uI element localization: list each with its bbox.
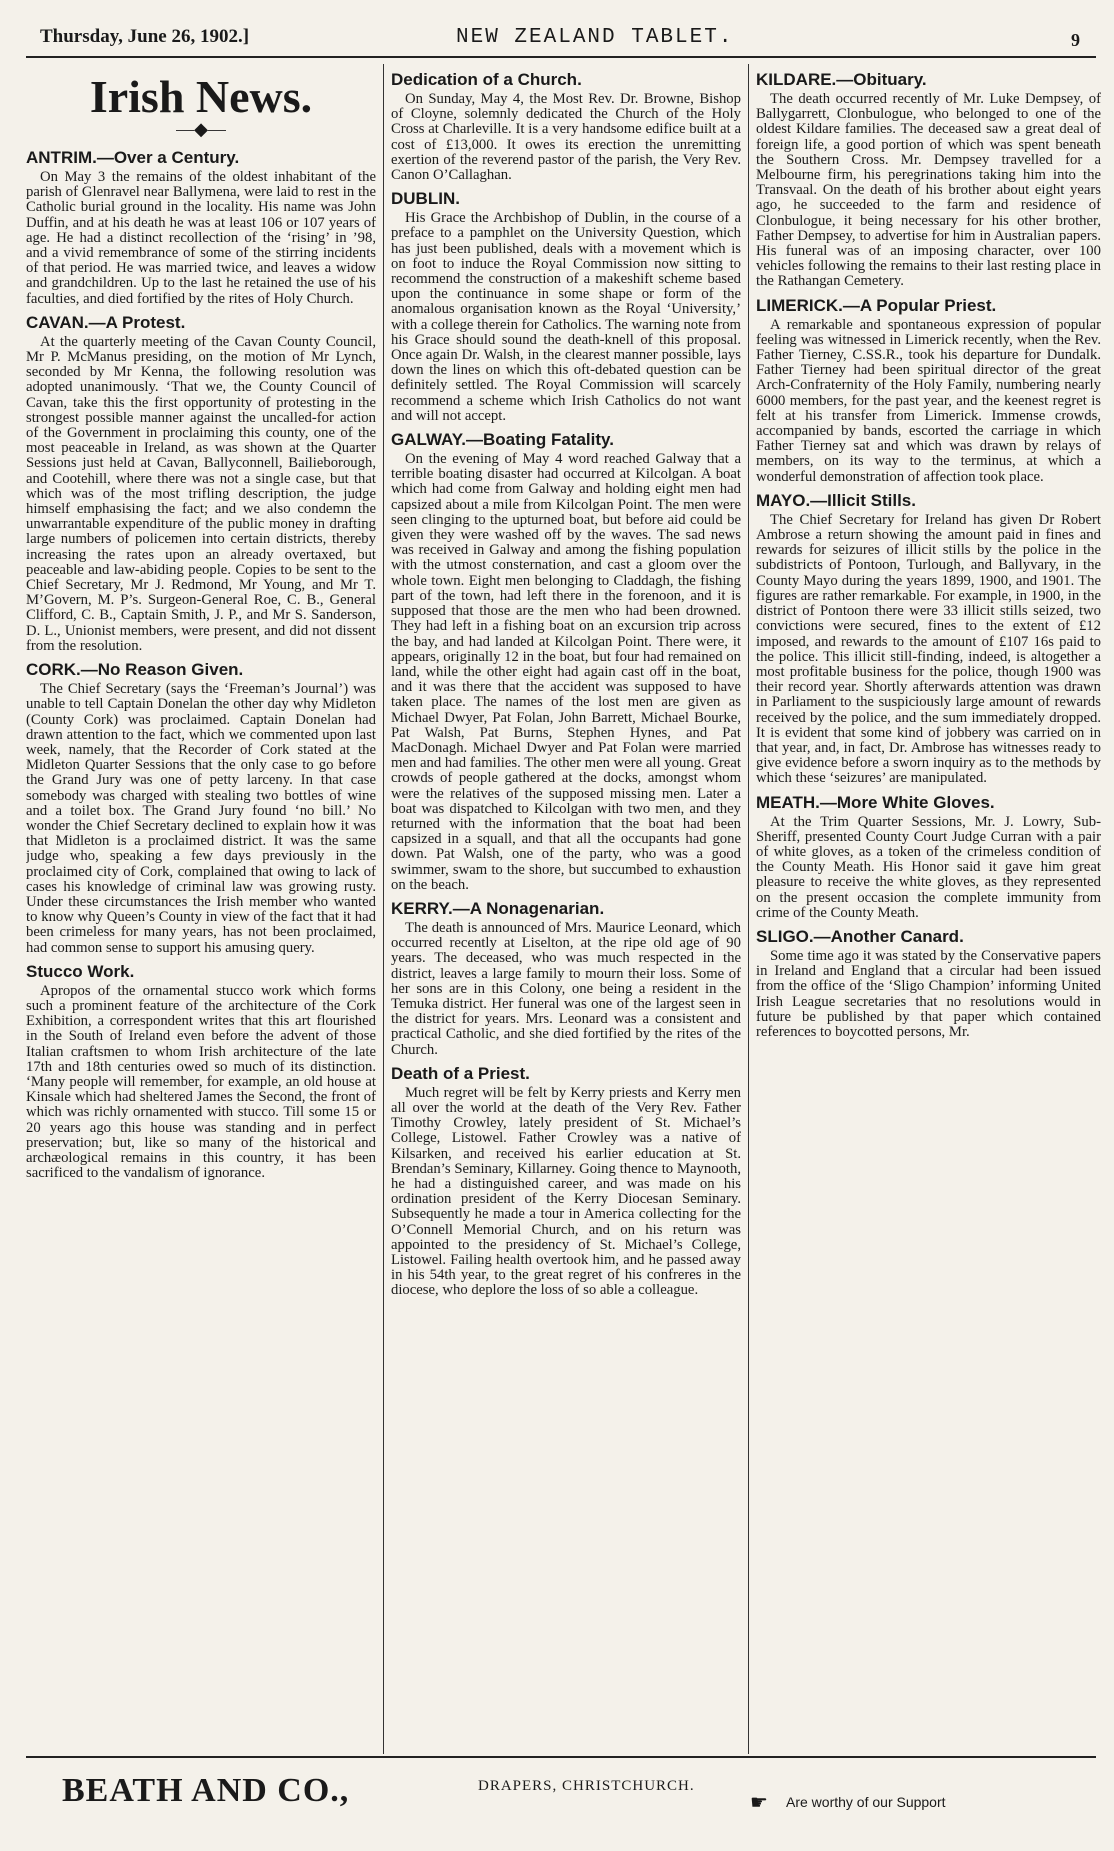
article-heading: LIMERICK.—A Popular Priest. <box>756 295 997 315</box>
article-columns <box>26 64 1101 1744</box>
article-text: The death occurred recently of Mr. Luke Dempsey, of Ballygarrett, Clonbulogue, who belonged to one of the oldest Kildare families. The deceased saw a great deal of foreign life, a good portion of which was spent beneath the Southern Cross. Mr. Dempsey travelled for a Melbourne firm, his peregrinations taking him into the Transvaal. On the death of his brother about eight years ago, he succeeded to the farm and residence of Clonbulogue, it being necessary for his other brother, Father Dempsey, to advertise for him in Australian papers. His funeral was of an imposing character, over 100 vehicles following the remains to their last resting place in the Rathangan Cemetery. <box>756 91 1101 290</box>
masthead <box>26 22 1096 58</box>
pointing-hand-icon: ☛ <box>750 1792 768 1814</box>
column-2 <box>391 64 741 1754</box>
advertiser-name: BEATH AND CO., <box>62 1772 350 1809</box>
article-heading: KERRY.—A Nonagenarian. <box>391 898 605 918</box>
column-3 <box>756 64 1101 1754</box>
article-text: The death is announced of Mrs. Maurice Leonard, which occurred recently at Liselton, at the ripe old age of 90 years. The deceased, who was much respected in the district, leaves a large family to mourn their loss. Some of her sons are in this Colony, one being a resident in the Temuka district. Her funeral was one of the largest seen in the district for years. Mrs. Leonard was a consistent and practical Catholic, and she died fortified by the rites of the Church. <box>391 919 741 1058</box>
article-heading: GALWAY.—Boating Fatality. <box>391 430 614 450</box>
article-text: Some time ago it was stated by the Conservative papers in Ireland and England that a circular had been issued from the office of the ‘Sligo Champion’ informing United Irish League secretaries that no resolutions would in future be published by that paper which contained references to boycotted persons, Mr. <box>756 947 1101 1040</box>
article-text: On Sunday, May 4, the Most Rev. Dr. Browne, Bishop of Cloyne, solemnly dedicated the Church of the Holy Cross at Charleville. It is a very handsome edifice built at a cost of £13,000. It owes its erection the unremitting exertion of the reverend pastor of the parish, the Very Rev. Canon O’Callaghan. <box>391 91 741 184</box>
article-heading: SLIGO.—Another Canard. <box>756 926 964 946</box>
article-text: At the Trim Quarter Sessions, Mr. J. Lowry, Sub-Sheriff, presented County Court Judge Curran with a pair of white gloves, as a token of the crimeless condition of the County Meath. His Honor said it gave him great pleasure to receive the white gloves, as they represented on the present occasion the complete immunity from crime of the County Meath. <box>756 813 1101 921</box>
article-text: Much regret will be felt by Kerry priests and Kerry men all over the world at the death of the Very Rev. Father Timothy Crowley, lately president of St. Michael’s College, Listowel. Father Crowley was a native of Kilsarken, and received his earlier education at St. Brendan’s Seminary, Killarney. Going thence to Maynooth, he had a distinguished career, and was made on his ordination president of the Kerry Diocesan Seminary. Subsequently he made a tour in America collecting for the O’Connell Memorial Church, and on his return was appointed to the presidency of St. Michael’s College, Listowel. Failing health overtook him, and he passed away in his 54th year, to the great regret of his confreres in the diocese, who deplore the loss of so able a colleague. <box>391 1084 741 1299</box>
article-heading: Death of a Priest. <box>391 1063 530 1083</box>
section-title: Irish News. <box>89 71 313 122</box>
article-heading: ANTRIM.—Over a Century. <box>26 148 240 167</box>
article-text: The Chief Secretary (says the ‘Freeman’s Journal’) was unable to tell Captain Donelan the other day why Midleton (County Cork) was proclaimed. Captain Donelan had drawn attention to the fact, which we commented upon last week, namely, that the Recorder of Cork stated at the Midleton Quarter Sessions that the only case to go before the Grand Jury was one of petty larceny. In that case somebody was charged with stealing two bottles of wine and a toilet box. The Grand Jury found ‘no bill.’ No wonder the Chief Secretary declined to explain how it was that Midleton is a proclaimed district. It was the same judge who, speaking a few days previously in the proclaimed city of Cork, complained that owing to lack of cases his knowledge of criminal law was growing rusty. Under these circumstances the Irish member who wanted to know why Queen’s County in view of the fact that it had been crimeless for many years, has not been proclaimed, had common sense to support his amusing query. <box>26 681 376 956</box>
article-text: At the quarterly meeting of the Cavan County Council, Mr P. McManus presiding, on the motion of Mr Lynch, seconded by Mr Kenna, the following resolution was adopted unanimously. ‘That we, the County Council of Cavan, take this the first opportunity of protesting in the strongest possible manner against the uncalled-for action of the Government in proclaiming this county, one of the most peaceable in Ireland, as was shown at the Quarter Sessions just held at Cavan, Ballyconnell, Bailieborough, and Cootehill, where there was not a single case, but that which was of the most trifling description, the judge himself emphasising the fact; and we also condemn the unwarrantable expenditure of the public money in drafting large numbers of policemen into certain districts, thereby increasing the rates upon an already overtaxed, but peaceable and law-abiding people. Copies to be sent to the Chief Secretary, Mr J. Redmond, Mr Young, and Mr T. M’Govern, M. P’s. Surgeon-General Roe, C. B., General Clifford, C. B., Captain Smith, J. P., and Mr S. Sanderson, D. L., Unionist members, were present, and did not dissent from the resolution. <box>26 333 376 654</box>
support-slogan: Are worthy of our Support <box>786 1794 946 1810</box>
column-divider <box>748 64 749 1754</box>
advertiser-subtitle: DRAPERS, CHRISTCHURCH. <box>478 1778 695 1794</box>
article-heading: MEATH.—More White Gloves. <box>756 792 995 812</box>
ornament-divider: —◆— <box>176 119 226 139</box>
article-text: His Grace the Archbishop of Dublin, in the course of a preface to a pamphlet on the University Question, which has just been published, deals with a movement which is on foot to induce the Royal Commission now sitting to recommend the construction of a makeshift scheme based upon the continuance in some shape or form of the anomalous organisation known as the Royal ‘University,’ with a college therein for Catholics. The warning note from his Grace should sound the death-knell of this proposal. Once again Dr. Walsh, in the clearest manner possible, lays down the lines on which this oft-debated question can be definitely settled. The Royal Commission will scarcely recommend a scheme which Irish Catholics do not want and will not accept. <box>391 210 741 424</box>
article-heading: KILDARE.—Obituary. <box>756 70 927 89</box>
advertisement-footer <box>26 1756 1096 1828</box>
paper-name: NEW ZEALAND TABLET. <box>456 26 734 49</box>
article-text: On May 3 the remains of the oldest inhabitant of the parish of Glenravel near Ballymena, were laid to rest in the Catholic burial ground in the locality. His name was John Duffin, and at his death he was at least 106 or 107 years of age. He had a distinct recollection of the ‘rising’ in ’98, and a vivid remembrance of some of the stirring incidents of that period. He was married twice, and leaves a widow and grandchildren. Up to the last he retained the use of his faculties, and died fortified by the rites of Holy Church. <box>26 169 376 307</box>
article-text: The Chief Secretary for Ireland has given Dr Robert Ambrose a return showing the amount paid in fines and rewards for seizures of illicit stills by the police in the subdistricts of Pontoon, Turlough, and Ballyvary, in the County Mayo during the years 1899, 1900, and 1901. The figures are rather remarkable. For example, in 1900, in the district of Pontoon there were 33 illicit stills seized, two convictions were secured, fines to the extent of £12 imposed, and rewards to the amount of £107 16s paid to the police. This illicit still-finding, indeed, is altogether a most profitable business for the police, though 1900 was their record year. Shortly afterwards attention was drawn in Parliament to the suspiciously large amount of rewards received by the police, and the sum immediately dropped. It is evident that some kind of jobbery was carried on in that year, and, in fact, Dr. Ambrose has witnesses ready to give evidence before a sworn inquiry as to the methods by which these ‘seizures’ are manipulated. <box>756 511 1101 787</box>
page-number: 9 <box>1071 30 1080 50</box>
issue-date: Thursday, June 26, 1902.] <box>40 26 250 47</box>
column-divider <box>383 64 384 1754</box>
article-heading: Stucco Work. <box>26 961 135 981</box>
article-heading: CORK.—No Reason Given. <box>26 660 244 680</box>
column-1 <box>26 64 376 1754</box>
article-text: On the evening of May 4 word reached Galway that a terrible boating disaster had occurred at Kilcolgan. A boat which had come from Galway and holding eight men had capsized about a mile from Kilcolgan Point. The men were seen clinging to the upturned boat, but before aid could be given they were washed off by the waves. The sad news was received in Galway and among the fishing population with the utmost consternation, and cast a gloom over the whole town. Eight men belonging to Claddagh, the fishing part of the town, had left there in the forenoon, and it is supposed that those are the men who had been drowned. They had left in a fishing boat on an excursion trip across the bay, and had landed at Kilcolgan Point. There were, it appears, originally 12 in the boat, but four had remained on land, while the other eight had again cast off in the boat, and it was there that the accident was supposed to have taken place. The names of the lost men are given as Michael Dwyer, Pat Folan, John Barrett, Michael Bourke, Pat Walsh, Pat Burns, Stephen Hynes, and Pat MacDonagh. Michael Dwyer and Pat Folan were married men and had families. The other men were all young. Great crowds of people gathered at the docks, amongst whom were the relatives of the supposed missing men. Later a boat was dispatched to Kilcolgan with two men, and they returned with the information that the boat had been capsized in a squall, and that all the occupants had gone down. Pat Walsh, one of the party, who was a good swimmer, swam to the shore, but succumbed to exhaustion on the beach. <box>391 451 741 893</box>
article-text: Apropos of the ornamental stucco work which forms such a prominent feature of the architecture of the Cork Exhibition, a correspondent writes that this art flourished in the South of Ireland even before the advent of those Italian craftsmen to whom Irish architecture of the late 17th and 18th centuries owed so much of its distinction. ‘Many people will remember, for example, an old house at Kinsale which had sheltered James the Second, the front of which was richly ornamented with stucco. Till some 15 or 20 years ago this house was standing and in perfect preservation; but, like so many of the historical and archæological remains in this country, it has been sacrificed to the vandalism of ignorance. <box>26 982 376 1182</box>
article-heading: DUBLIN. <box>391 189 460 209</box>
article-heading: Dedication of a Church. <box>391 70 582 89</box>
article-text: A remarkable and spontaneous expression of popular feeling was witnessed in Limerick recently, when the Rev. Father Tierney, C.SS.R., took his departure for Dundalk. Father Tierney had been spiritual director of the great Arch-Confraternity of the Holy Family, numbering nearly 6000 members, for the past year, and the keenest regret is felt at his transfer from Limerick. Immense crowds, accompanied by bands, escorted the carriage in which Father Tierney sat and which was drawn by relays of members, on its way to the terminus, at which a wonderful demonstration of affection took place. <box>756 316 1101 485</box>
article-heading: CAVAN.—A Protest. <box>26 312 186 332</box>
article-heading: MAYO.—Illicit Stills. <box>756 490 916 510</box>
